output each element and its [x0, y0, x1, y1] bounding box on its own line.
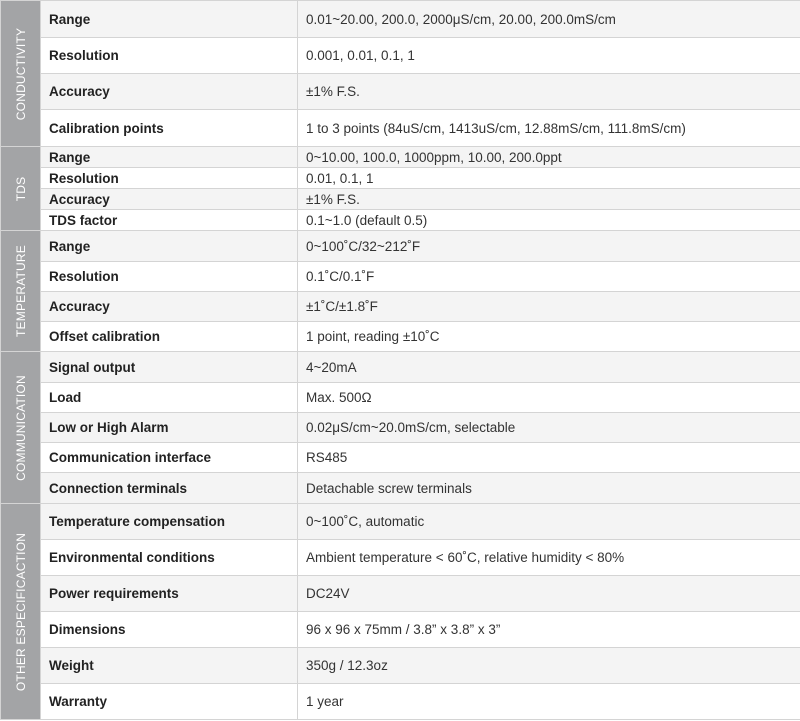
spec-name: Resolution	[41, 262, 298, 292]
table-row	[1, 147, 800, 168]
table-row	[1, 168, 800, 189]
table-row	[1, 443, 800, 473]
spec-name: Accuracy	[41, 189, 298, 210]
spec-value: 1 year	[298, 684, 800, 720]
table-row	[1, 648, 800, 684]
spec-value: 0.02μS/cm~20.0mS/cm, selectable	[298, 413, 800, 443]
spec-value: 350g / 12.3oz	[298, 648, 800, 684]
spec-value: Detachable screw terminals	[298, 473, 800, 504]
section-label-text: CONDUCTIVITY	[13, 27, 28, 120]
spec-value: RS485	[298, 443, 800, 473]
section-label-communication	[1, 352, 41, 504]
spec-name: Range	[41, 231, 298, 262]
spec-value: 0~100˚C, automatic	[298, 504, 800, 540]
table-row	[1, 210, 800, 231]
spec-name: Connection terminals	[41, 473, 298, 504]
spec-name: Resolution	[41, 168, 298, 189]
section-label-other-specification	[1, 504, 41, 720]
spec-value: ±1% F.S.	[298, 189, 800, 210]
spec-name: Calibration points	[41, 110, 298, 147]
spec-name: Accuracy	[41, 74, 298, 110]
table-row	[1, 612, 800, 648]
section-label-text: OTHER ESPECIFICACTION	[13, 532, 28, 691]
spec-value: DC24V	[298, 576, 800, 612]
table-row	[1, 576, 800, 612]
table-row	[1, 110, 800, 147]
table-row	[1, 1, 800, 38]
table-row	[1, 413, 800, 443]
spec-name: Low or High Alarm	[41, 413, 298, 443]
table-row	[1, 38, 800, 74]
table-row	[1, 231, 800, 262]
table-row	[1, 74, 800, 110]
spec-value: 0.01, 0.1, 1	[298, 168, 800, 189]
section-label-temperature	[1, 231, 41, 352]
section-label-text: TEMPERATURE	[13, 245, 28, 337]
spec-name: Environmental conditions	[41, 540, 298, 576]
spec-name: Resolution	[41, 38, 298, 74]
spec-name: Range	[41, 1, 298, 38]
spec-value: 0.1˚C/0.1˚F	[298, 262, 800, 292]
spec-value: Ambient temperature < 60˚C, relative humidity < 80%	[298, 540, 800, 576]
spec-name: Power requirements	[41, 576, 298, 612]
table-row	[1, 189, 800, 210]
table-row	[1, 540, 800, 576]
spec-value: ±1% F.S.	[298, 74, 800, 110]
table-row	[1, 504, 800, 540]
spec-name: Communication interface	[41, 443, 298, 473]
section-label-text: TDS	[13, 176, 28, 201]
spec-name: Load	[41, 383, 298, 413]
spec-value: Max. 500Ω	[298, 383, 800, 413]
table-row	[1, 262, 800, 292]
spec-name: TDS factor	[41, 210, 298, 231]
table-row	[1, 352, 800, 383]
spec-value: 0.1~1.0 (default 0.5)	[298, 210, 800, 231]
spec-name: Temperature compensation	[41, 504, 298, 540]
spec-value: 0~100˚C/32~212˚F	[298, 231, 800, 262]
spec-value: 96 x 96 x 75mm / 3.8” x 3.8” x 3”	[298, 612, 800, 648]
spec-name: Range	[41, 147, 298, 168]
spec-name: Accuracy	[41, 292, 298, 322]
section-label-conductivity	[1, 1, 41, 147]
table-row	[1, 473, 800, 504]
table-row	[1, 383, 800, 413]
spec-name: Warranty	[41, 684, 298, 720]
table-row	[1, 684, 800, 720]
spec-name: Weight	[41, 648, 298, 684]
spec-value: 0.01~20.00, 200.0, 2000μS/cm, 20.00, 200.0mS/cm	[298, 1, 800, 38]
spec-name: Signal output	[41, 352, 298, 383]
table-row	[1, 292, 800, 322]
spec-value: 4~20mA	[298, 352, 800, 383]
spec-value: 0~10.00, 100.0, 1000ppm, 10.00, 200.0ppt	[298, 147, 800, 168]
table-row	[1, 322, 800, 352]
spec-value: 1 to 3 points (84uS/cm, 1413uS/cm, 12.88mS/cm, 111.8mS/cm)	[298, 110, 800, 147]
spec-name: Dimensions	[41, 612, 298, 648]
section-label-text: COMMUNICATION	[13, 374, 28, 481]
spec-value: ±1˚C/±1.8˚F	[298, 292, 800, 322]
spec-value: 0.001, 0.01, 0.1, 1	[298, 38, 800, 74]
spec-name: Offset calibration	[41, 322, 298, 352]
section-label-tds	[1, 147, 41, 231]
spec-value: 1 point, reading ±10˚C	[298, 322, 800, 352]
